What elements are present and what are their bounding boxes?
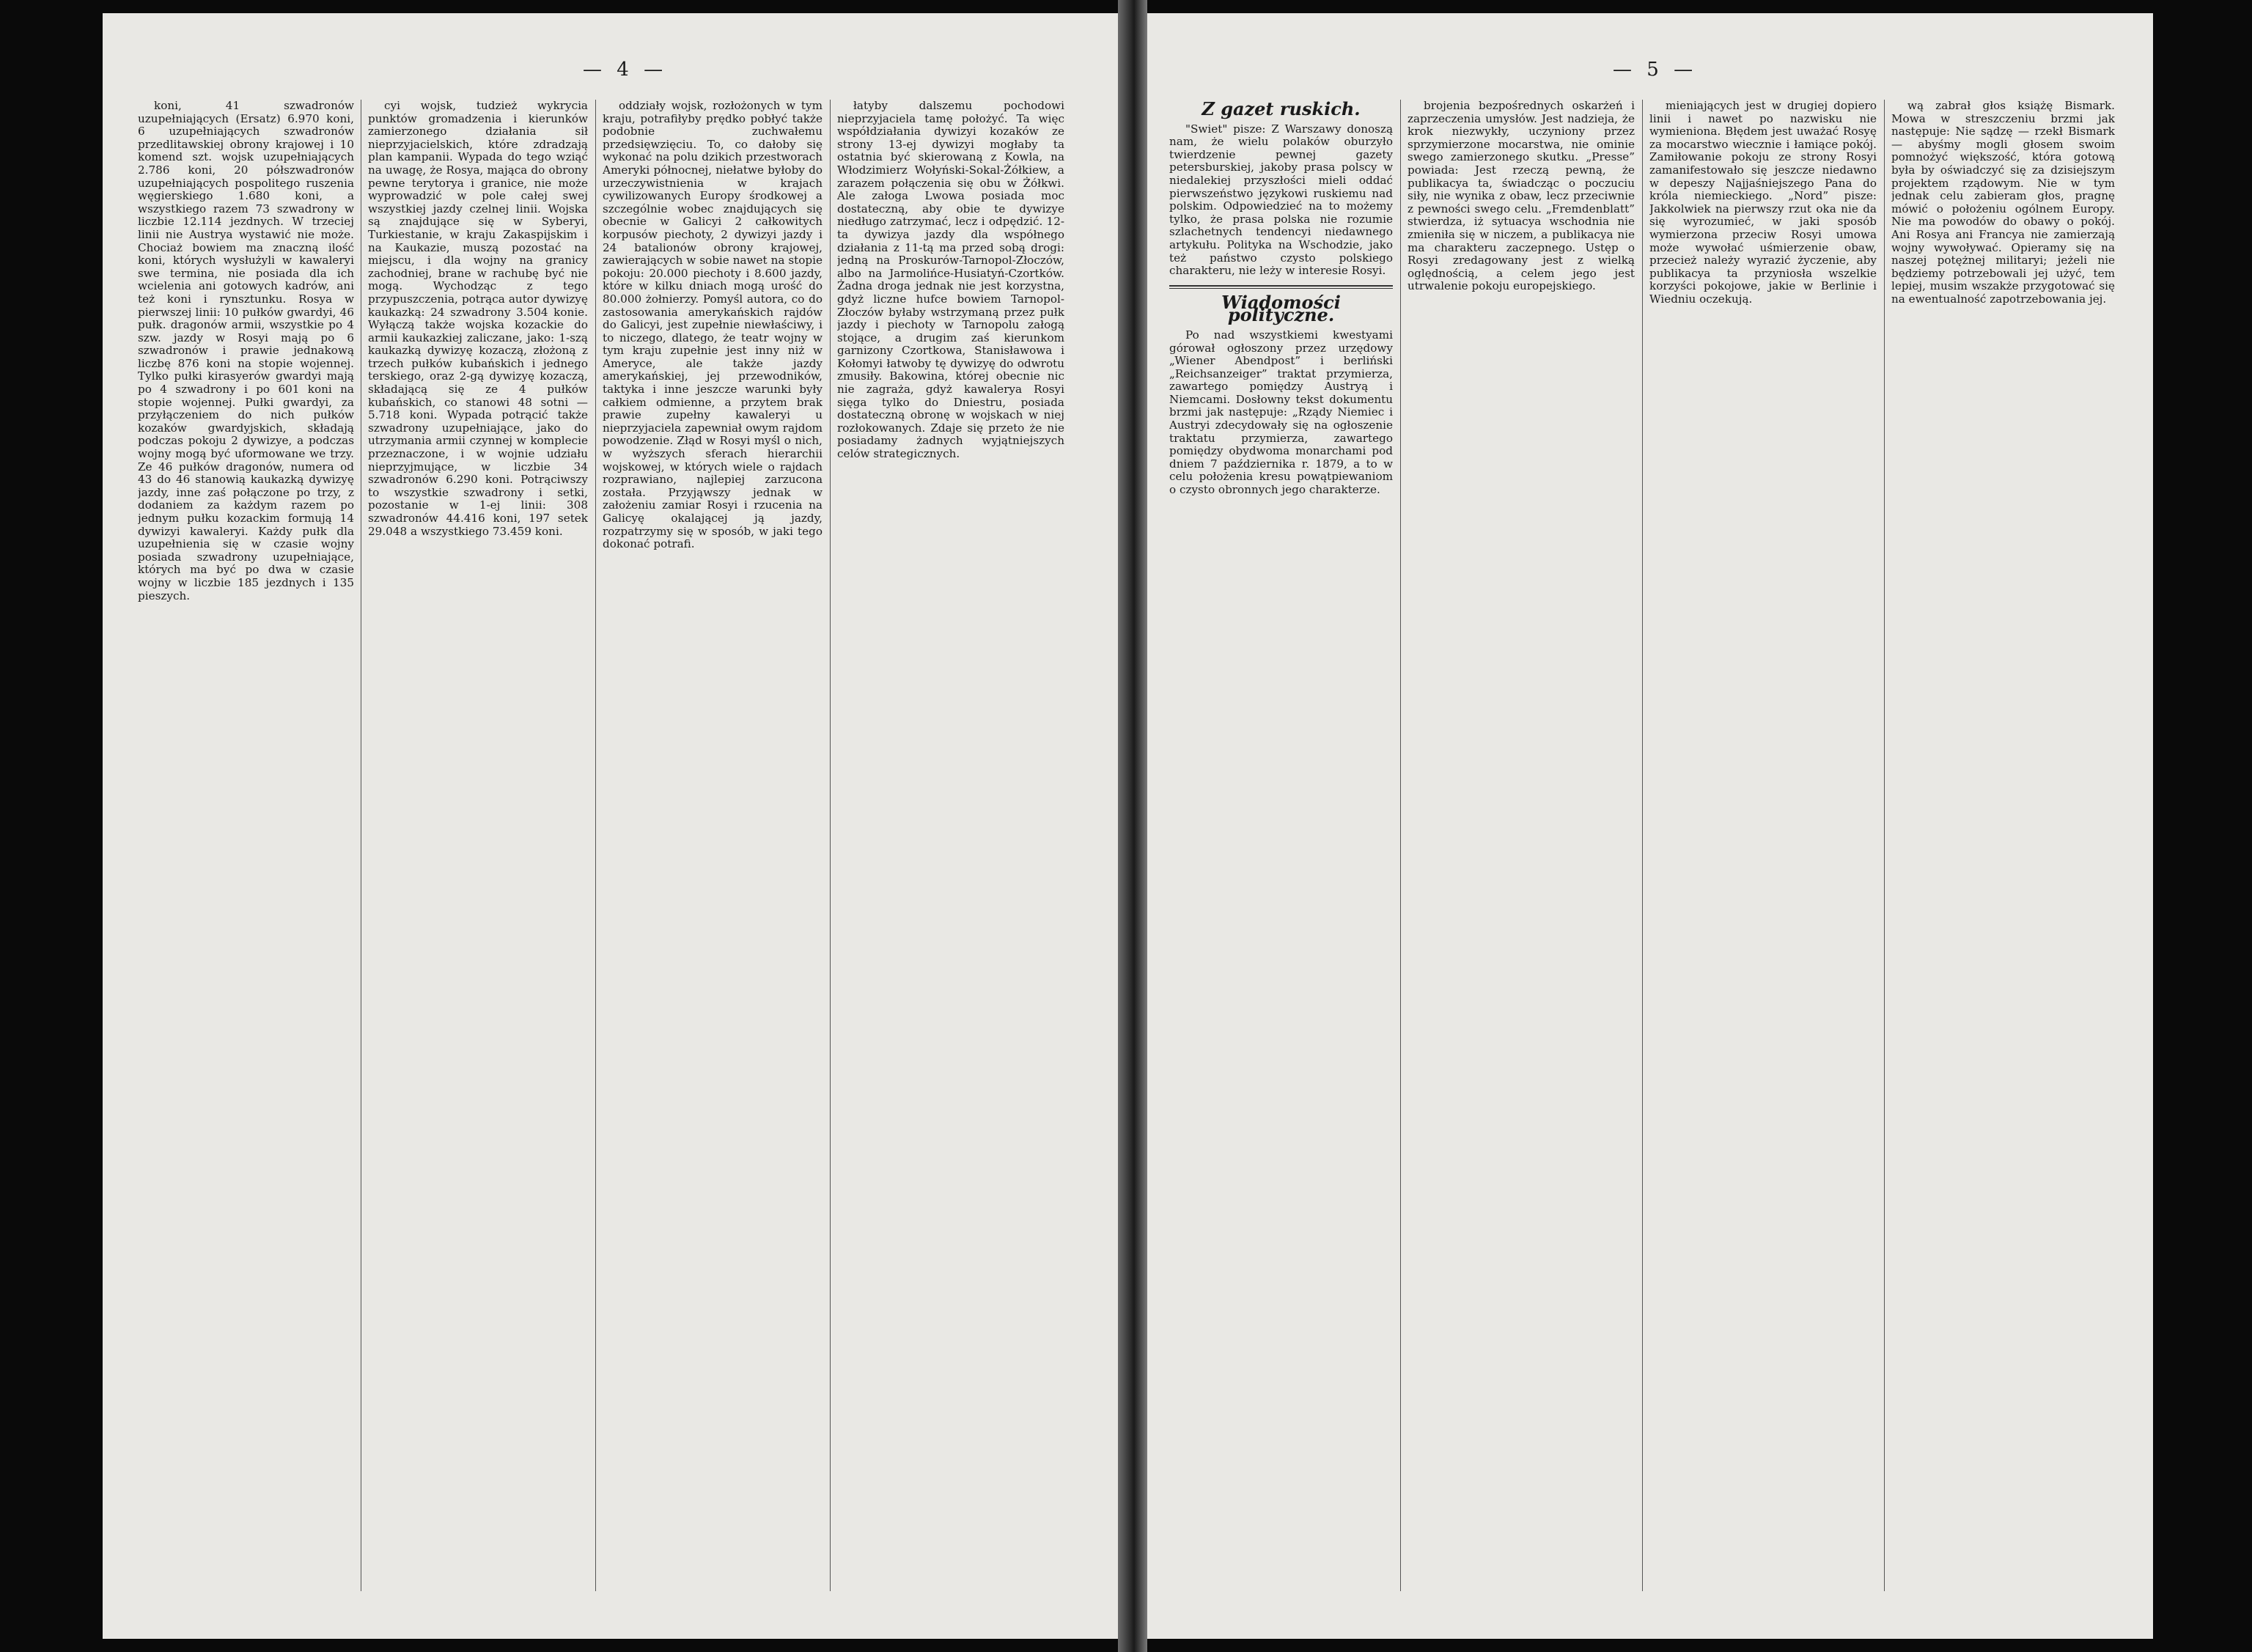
section-headline-political-news: Wiadomości polityczne. — [1221, 291, 1341, 326]
column-rule — [830, 100, 831, 1591]
left-column-2 — [368, 100, 588, 1591]
column-rule — [595, 100, 596, 1591]
left-column-4-text: łatyby dalszemu pochodowi nieprzyjaciela tamę położyć. Ta więc współdziałania dywizyi kozaków ze strony 13-ej dywizyi mogłaby ta ostatnia być skierowaną z Kowla, na Włodzimierz Wołyński-Sokal-Żółkiew, a zarazem połączenia się obu w Żółkwi. Ale załoga Lwowa posiada moc dostateczną, aby obie te dywizye niedługo zatrzymać, lecz i odpędzić. 12-ta dywizya jazdy dla współnego działania z 11-tą ma przed sobą drogi: jedną na Proskurów-Tarnopol-Złoczów, albo na Jarmolińce-Husiatyń-Czortków. Żadna droga jednak nie jest korzystna, gdyż liczne hufce bowiem Tarnopol-Złoczów byłaby wstrzymaną przez pułk jazdy i piechoty w Tarnopolu załogą stojące, a drugim zaś kierunkom garnizony Czortkowa, Stanisławowa i Kołomyi łatwoby tę dywizyę do odwrotu zmusiły. Bakowina, której obecnie nic nie zagraża, gdyż kawalerya Rosyi sięga tylko do Dniestru, posiada dostateczną obronę w wojskach w niej rozłokowanych. Zdaje się przeto że nie posiadamy żadnych wyjątniejszych celów strategicznych. — [837, 100, 1064, 461]
right-column-3-text: mieniających jest w drugiej dopiero linii i nawet po nazwisku nie wymieniona. Błędem jest uważać Rosyę za mocarstwo wiecznie i łamiące pokój. Zamiłowanie pokoju ze strony Rosyi zamanifestowało się jeszcze niedawno w depeszy Najjaśniejszego Pana do króla niemieckiego. „Nord” pisze: Jakkolwiek na pierwszy rzut oka nie da się wyrozumieć, w jaki sposób wymierzona przeciw Rosyi umowa może wywołać uśmierzenie obaw, przecież należy wyrazić życzenie, aby publikacya ta przyniosła wszelkie korzyści pokojowe, jakie w Berlinie i Wiedniu oczekują. — [1649, 100, 1877, 306]
right-column-3 — [1649, 100, 1877, 1591]
section-headline-russian-press: Z gazet ruskich. — [1202, 100, 1361, 119]
left-column-3-text: oddziały wojsk, rozłożonych w tym kraju, potrafiłyby prędko pobłyć także podobnie zuchwałemu przedsięwzięciu. To, co dałoby się wykonać na polu dzikich przestworach Ameryki północnej, niełatwe byłoby do urzeczywistnienia w krajach cywilizowanych Europy środkowej a szczególnie wobec znajdujących się obecnie w Galicyi 2 całkowitych korpusów piechoty, 2 dywizyi jazdy i 24 batalionów obrony krajowej, zawierających w sobie nawet na stopie pokoju: 20.000 piechoty i 8.600 jazdy, które w kilku dniach mogą urość do 80.000 żołnierzy. Pomyśl autora, co do zastosowania amerykańskich rajdów do Galicyi, jest zupełnie niewłaściwy, i to niczego, dlatego, że teatr wojny w tym kraju zupełnie jest inny niż w Ameryce, ale także jazdy amerykańskiej, jej przewodników, taktyka i inne jeszcze warunki były całkiem odmienne, a przytem brak prawie zupełny kawaleryi u nieprzyjaciela zapewniał owym rajdom powodzenie. Złąd w Rosyi myśl o nich, w wyższych sferach hierarchii wojskowej, w których wiele o rajdach rozprawiano, najlepiej zarzucona została. Przyjąwszy jednak w założeniu zamiar Rosyi i rzucenia na Galicyę okalającej ją jazdy, rozpatrzymy się w sposób, w jaki tego dokonać potrafi. — [603, 100, 823, 551]
right-column-4 — [1891, 100, 2115, 1591]
left-column-4 — [837, 100, 1064, 1591]
right-column-2 — [1408, 100, 1635, 1591]
binding-gutter — [1118, 0, 1147, 1652]
right-page — [1147, 13, 2153, 1639]
right-column-1-text: "Swiet" pisze: Z Warszawy donoszą nam, że wielu polaków oburzyło twierdzenie pewnej gazety petersburskiej, jakoby prasa polscy w niedalekiej przyszłości mieli oddać pierwszeństwo językowi ruskiemu nad polskim. Odpowiedzieć na to możemy tylko, że prasa polska nie rozumie szlachetnych tendencyi niedawnego artykułu. Polityka na Wschodzie, jako też państwo czysto polskiego charakteru, nie leży w interesie Rosyi. — [1169, 122, 1393, 278]
right-column-1b-text: Po nad wszystkiemi kwestyami górował ogłoszony przez urzędowy „Wiener Abendpost” i berliński „Reichsanzeiger” traktat przymierza, zawartego pomiędzy Austryą i Niemcami. Dosłowny tekst dokumentu brzmi jak następuje: „Rządy Niemiec i Austryi zdecydowały się na ogłoszenie traktatu przymierza, zawartego pomiędzy obydwoma monarchami pod dniem 7 października r. 1879, a to w celu położenia kresu powątpiewaniom o czysto obronnych jego charakterze. — [1169, 328, 1393, 497]
page-number-left: — 4 — — [583, 59, 668, 81]
page-number-right: — 5 — — [1613, 59, 1698, 81]
left-page — [103, 13, 1118, 1639]
column-rule — [1400, 100, 1401, 1591]
section-separator — [1169, 285, 1393, 289]
left-column-3 — [603, 100, 823, 1591]
column-rule — [1884, 100, 1885, 1591]
left-column-1 — [138, 100, 354, 1591]
right-column-2-text: brojenia bezpośrednych oskarżeń i zaprzeczenia umysłów. Jest nadzieja, że krok niezwykły, uczyniony przez sprzymierzone mocarstwa, nie ominie swego zamierzonego skutku. „Presse” powiada: Jest rzeczą pewną, że publikacya ta, świadcząc o poczuciu siły, nie wynika z obaw, lecz przeciwnie z pewności swego celu. „Fremdenblatt” stwierdza, iż sytuacya wschodnia nie zmieniła się w niczem, a publikacya nie ma charakteru zaczepnego. Ustęp o Rosyi zredagowany jest z wielką oględnością, a celem jego jest utrwalenie pokoju europejskiego. — [1408, 100, 1635, 293]
left-column-2-text: cyi wojsk, tudzież wykrycia punktów gromadzenia i kierunków zamierzonego działania sił nieprzyjacielskich, które zdradzają plan kampanii. Wypada do tego wziąć na uwagę, że Rosya, mająca do obrony pewne terytorya i granice, nie może wyprowadzić w pole całej swej wszystkiej jazdy czelnej linii. Wojska są znajdujące się w Syberyi, Turkiestanie, w kraju Zakaspijskim i na Kaukazie, muszą pozostać na miejscu, i dla wojny na granicy zachodniej, brane w rachubę być nie mogą. Wychodząc z tego przypuszczenia, potrąca autor dywizyę kaukazką: 24 szwadrony 3.504 konie. Wyłączą także wojska kozackie do armii kaukazkiej zaliczane, jako: 1-szą kaukazką dywizyę kozaczą, złożoną z trzech pułków kubańskich i jednego terskiego, oraz 2-gą dywizyę kozaczą, składającą się ze 4 pułków kubańskich, co stanowi 48 sotni — 5.718 koni. Wypada potrącić także szwadrony uzupełniające, jako do utrzymania armii czynnej w komplecie przeznaczone, i w wojnie udziału nieprzyjmujące, w liczbie 34 szwadronów 6.290 koni. Potrąciwszy to wszystkie szwadrony i setki, pozostanie w 1-ej linii: 308 szwadronów 44.416 koni, 197 setek 29.048 a wszystkiego 73.459 koni. — [368, 100, 588, 538]
column-rule — [1642, 100, 1643, 1591]
left-column-1-text: koni, 41 szwadronów uzupełniających (Ersatz) 6.970 koni, 6 uzupełniających szwadronów przedlitawskiej obrony krajowej i 10 komend szt. wojsk uzupełniających 2.786 koni, 20 półszwadronów uzupełniających pospolitego ruszenia węgierskiego 1.680 koni, a wszystkiego razem 73 szwadrony w liczbie 12.114 jezdnych. W trzeciej linii nie Austrya wystawić nie może. Chociaż bowiem ma znaczną ilość koni, których wysłużyli w kawaleryi swe termina, nie posiada dla ich wcielenia ani gotowych kadrów, ani też koni i rynsztunku. Rosya w pierwszej linii: 10 pułków gwardyi, 46 pułk. dragonów armii, wszystkie po 4 szw. jazdy w Rosyi mają po 6 szwadronów i prawie jednakową liczbę 876 koni na stopie wojennej. Tylko pułki kirasyerów gwardyi mają po 4 szwadrony i po 601 koni na stopie wojennej. Pułki gwardyi, za przyłączeniem do nich pułków kozaków gwardyjskich, składają podczas pokoju 2 dywizye, a podczas wojny mogą być uformowane we trzy. Ze 46 pułków dragonów, numera od 43 do 46 stanowią kaukazką dywizyę jazdy, inne zaś połączone po trzy, z dodaniem za każdym razem po jednym pułku kozackim formują 14 dywizyi kawaleryi. Każdy pułk dla uzupełnienia się w czasie wojny posiada szwadrony uzupełniające, których ma być po dwa w czasie wojny w liczbie 185 jezdnych i 135 pieszych. — [138, 100, 354, 602]
right-column-1 — [1169, 100, 1393, 1591]
right-column-4-text: wą zabrał głos książę Bismark. Mowa w streszczeniu brzmi jak następuje: Nie sądzę — rzekł Bismark — abyśmy mogli głosem swoim pomnożyć większość, która gotową była by oświadczyć się za dzisiejszym projektem rządowym. Nie w tym jednak celu zabieram głos, pragnę mówić o położeniu ogólnem Europy. Nie ma powodów do obawy o pokój. Ani Rosya ani Francya nie zamierzają wojny wywoływać. Opieramy się na naszej potężnej militaryi; jeżeli nie będziemy potrzebowali jej użyć, tem lepiej, musim wszakże przygotować się na ewentualność zapotrzebowania jej. — [1891, 100, 2115, 306]
